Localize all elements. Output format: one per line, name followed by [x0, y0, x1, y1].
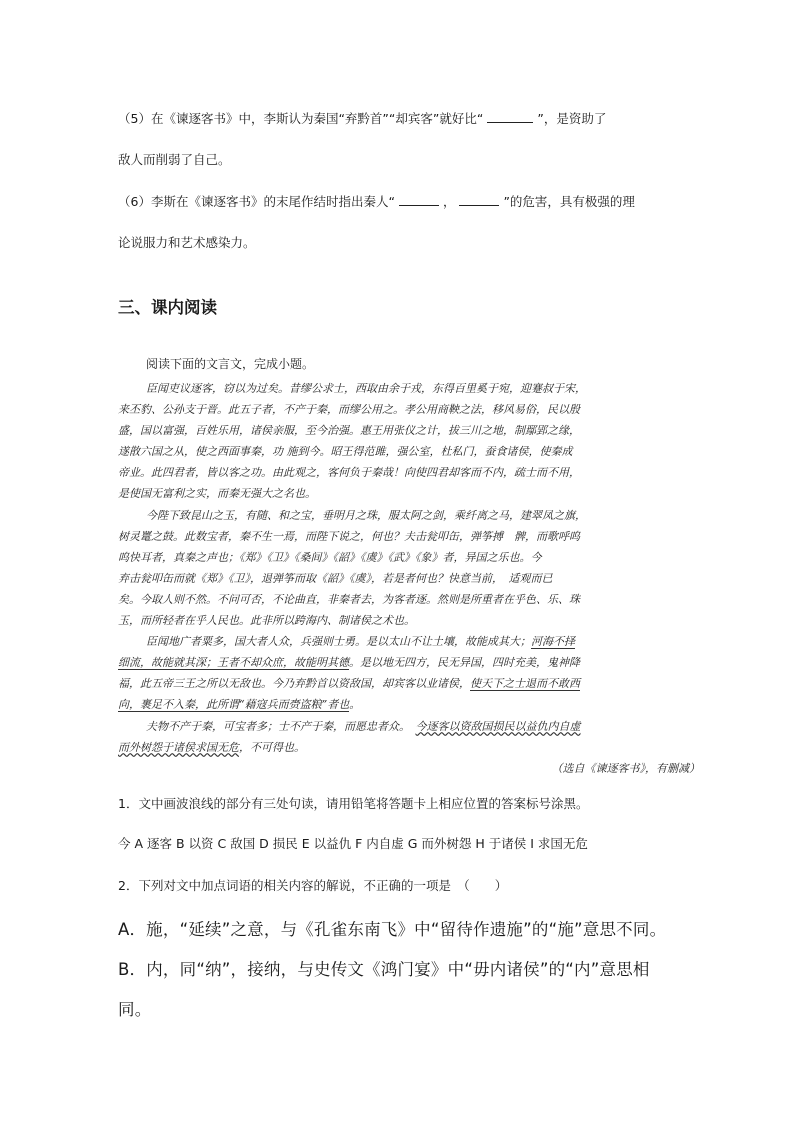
option-b[interactable]: B．内，同“纳”，接纳，与史传文《鸿门宴》中“毋内诸侯”的“内”意思相 — [118, 960, 650, 979]
question-5-line-2: 敌人而削弱了自己。 — [118, 152, 231, 167]
wavy-underlined-sentence: 而外树怨于诸侯求国无危 — [118, 740, 239, 754]
passage-line — [118, 652, 704, 673]
passage-line — [118, 737, 704, 758]
question-2-stem: 2．下列对文中加点词语的相关内容的解说，不正确的一项是 （ ） — [118, 878, 508, 893]
underlined-sentence: 河海不择 — [531, 635, 575, 649]
passage-line: 弃击瓮叩缶而就《郑》《卫》，退弹筝而取《韶》《虞》，若是者何也？快意当前， 适观而已 — [118, 571, 553, 585]
passage-line: 帝业。此四君者，皆以客之功。由此观之，客何负于秦哉！向使四君却客而不内，疏士而不用， — [118, 466, 580, 480]
option-a[interactable]: A．施，“延续”之意，与《孔雀东南飞》中“留待作遗施”的“施”意思不同。 — [118, 920, 667, 939]
question-6-text-b: ”的危害，具有极强的理 — [503, 194, 635, 209]
underlined-sentence: 使天下之士退而不敢西 — [470, 677, 580, 691]
answer-blank[interactable] — [487, 111, 533, 123]
passage-line: 今陛下致昆山之玉，有随、和之宝，垂明月之珠，服太阿之剑，乘纤离之马，建翠凤之旗， — [146, 508, 586, 522]
passage-line: 矣。今取人则不然。不问可否，不论曲直，非秦者去，为客者逐。然则是所重者在乎色、乐、珠 — [118, 592, 580, 606]
passage-line — [118, 673, 704, 694]
passage-line — [118, 694, 704, 715]
question-1-stem: 1．文中画波浪线的部分有三处句读，请用铅笔将答题卡上相应位置的答案标号涂黑。 — [118, 796, 589, 811]
passage-text: ，不可得也。 — [239, 740, 305, 754]
passage-line: 遂散六国之从，使之西面事秦，功 施到今。昭王得范雎，强公室，杜私门，蚕食诸侯，使秦成 — [118, 445, 573, 459]
question-5-text-b: ”，是资助了 — [537, 111, 607, 126]
question-6-sep: ， — [442, 194, 456, 209]
passage-line: 呜快耳者，真秦之声也；《郑》《卫》《桑间》《韶》《虞》《武》《象》者，异国之乐也。今 — [118, 550, 542, 564]
answer-blank[interactable] — [399, 194, 439, 206]
question-6-line-2: 论说服力和艺术感染力。 — [118, 235, 256, 250]
passage-text: 臣闻地广者粟多，国大者人众，兵强则士勇。是以太山不让土壤，故能成其大； — [146, 635, 531, 649]
option-b-continued: 同。 — [118, 1000, 152, 1019]
underlined-sentence: 细流，故能就其深；王者不却众庶，故能明其德 — [118, 656, 349, 670]
question-6-text-a: （6）李斯在《谏逐客书》的末尾作结时指出秦人“ — [118, 194, 395, 209]
passage-text: 。 — [349, 698, 361, 712]
passage-line: 盛，国以富强，百姓乐用，诸侯亲服，至今治强。惠王用张仪之计，拔三川之地，制鄢郢之缘， — [118, 424, 580, 438]
passage-text: 福，此五帝三王之所以无敌也。今乃弃黔首以资敌国，却宾客以业诸侯， — [118, 677, 470, 691]
passage-line: 是使国无富利之实，而秦无强大之名也。 — [118, 487, 316, 501]
passage-source: （选自《谏逐客书》，有删减） — [551, 762, 700, 775]
reading-instruction: 阅读下面的文言文，完成小题。 — [146, 357, 315, 371]
classical-passage — [118, 378, 704, 758]
passage-line: 臣闻吏议逐客，窃以为过矣。昔缪公求士，西取由余于戎，东得百里奚于宛，迎蹇叔于宋， — [146, 382, 586, 395]
passage-line — [118, 716, 704, 737]
passage-line: 玉，而所轻者在乎人民也。此非所以跨海内、制诸侯之术也。 — [118, 614, 415, 628]
question-5-text-a: （5）在《谏逐客书》中，李斯认为秦国“弃黔首”“却宾客”就好比“ — [118, 111, 484, 126]
question-1-options: 今 A 逐客 B 以资 C 敌国 D 损民 E 以益仇 F 内自虚 G 而外树怨 H 于诸侯 I 求国无危 — [118, 836, 588, 851]
question-5-line-1 — [118, 110, 606, 128]
passage-text: 。是以地无四方，民无异国，四时充美，鬼神降 — [349, 656, 580, 670]
wavy-underlined-sentence: 今逐客以资敌国损民以益仇内自虚 — [415, 719, 581, 733]
section-heading: 三、课内阅读 — [118, 298, 217, 317]
underlined-sentence: 向，裹足不入秦，此所谓“藉寇兵而赍盗粮”者也 — [118, 698, 350, 712]
question-6-line-1 — [118, 193, 635, 211]
passage-line: 来丕豹、公孙支于晋。此五子者，不产于秦，而缪公用之。孝公用商鞅之法，移风易俗，民以殷 — [118, 403, 580, 417]
passage-line: 树灵鼍之鼓。此数宝者，秦不生一焉，而陛下说之，何也？夫击瓮叩缶，弹筝搏 髀，而歌呼呜 — [118, 529, 580, 543]
answer-blank[interactable] — [459, 194, 499, 206]
passage-text: 夫物不产于秦，可宝者多；士不产于秦，而愿忠者众。 — [146, 719, 405, 733]
passage-line — [118, 631, 704, 652]
